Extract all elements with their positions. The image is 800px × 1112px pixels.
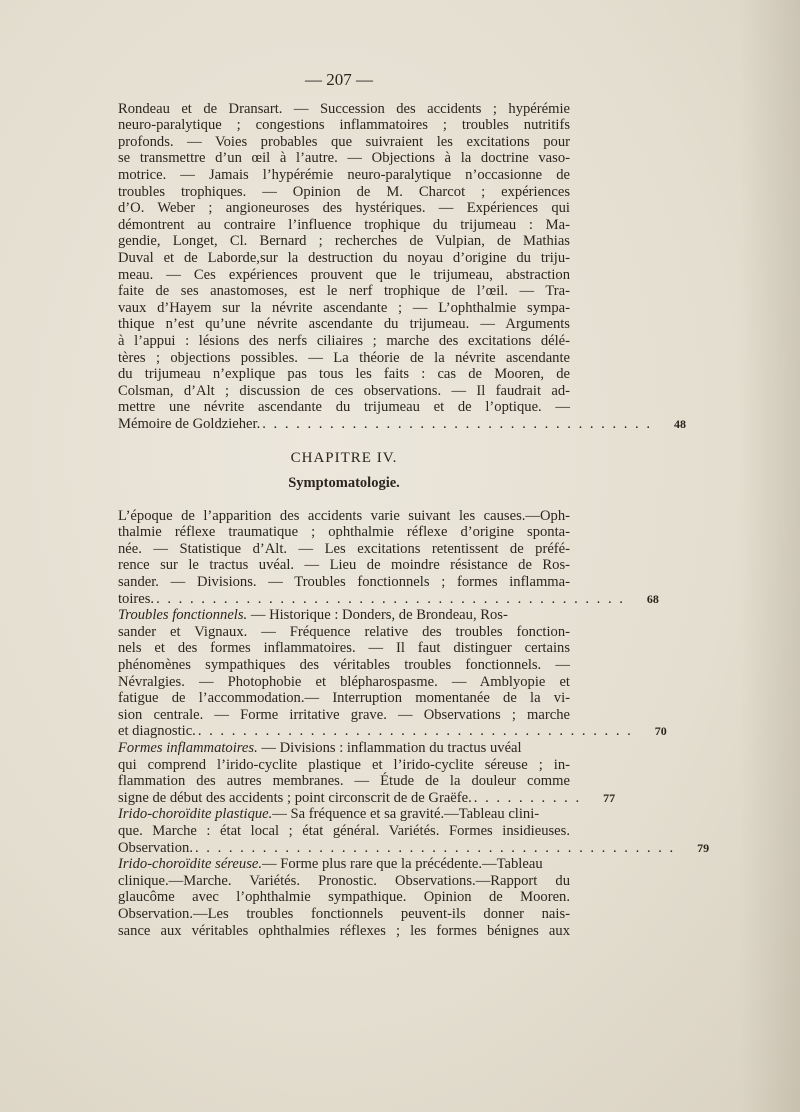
entry-text: — Historique : Donders, de Brondeau, Ros-	[247, 607, 508, 624]
entry-heading: Irido-choroïdite plastique.	[118, 806, 273, 823]
leader-dots: . . . . . . . . . . . . . . . . . . . . . . . . . . . . . . . . . . . . . . . . . . .	[194, 839, 676, 856]
text-line: motrice. — Jamais l’hypérémie neuro-paralytique n’occasionne de	[118, 166, 570, 183]
text-line: Colsman, d’Alt ; discussion de ces observations. — Il faudrait ad-	[118, 382, 570, 399]
entry-first-line	[118, 607, 570, 624]
entry-block-6	[118, 873, 570, 939]
text-line: mettre une névrite ascendante du trijumeau et de l’optique. —	[118, 399, 570, 416]
entry-text: — Divisions : inflammation du tractus uvéal	[257, 739, 522, 756]
text-line: rence sur le tractus uvéal. — Lieu de moindre résistance de Ros-	[118, 557, 570, 574]
text-line: clinique.—Marche. Variétés. Pronostic. Observations.—Rapport du	[118, 872, 570, 889]
text-line: glaucôme avec l’ophthalmie sympathique. Opinion de Mooren.	[118, 889, 570, 906]
leader-line	[118, 590, 659, 608]
text-line: fatigue de l’accommodation.— Interruption momentanée de la vi-	[118, 690, 570, 707]
text-line: sander et Vignaux. — Fréquence relative des troubles fonction-	[118, 623, 570, 640]
entry-text: — Sa fréquence et sa gravité.—Tableau clini-	[272, 806, 540, 823]
page-edge-shadow	[740, 0, 800, 1112]
leader-text: toires.	[118, 590, 155, 607]
text-line: Névralgies. — Photophobie et blépharospasme. — Amblyopie et	[118, 673, 570, 690]
text-line: que. Marche : état local ; état général. Variétés. Formes insidieuses.	[118, 822, 570, 839]
text-line: nels et des formes inflammatoires. — Il faut distinguer certains	[118, 640, 570, 657]
text-line: d’O. Weber ; angioneuroses des hystériques. — Expériences qui	[118, 200, 570, 217]
text-line: profonds. — Voies probables que suivraient les excitations pour	[118, 133, 570, 150]
leader-text: Mémoire de Goldzieher.	[118, 415, 261, 432]
entry-first-line	[118, 806, 570, 823]
entry-heading: Irido-choroïdite séreuse.	[118, 856, 263, 873]
leader-text: et diagnostic.	[118, 723, 196, 740]
text-line: Observation.—Les troubles fonctionnels peuvent-ils donner nais-	[118, 905, 570, 922]
text-line: du trijumeau n’explique pas tous les faits : cas de Mooren, de	[118, 366, 570, 383]
leader-line	[118, 723, 667, 740]
page-ref: 79	[697, 840, 710, 855]
text-line: à l’appui : lésions des nerfs ciliaires ; marche des excitations délé-	[118, 332, 570, 349]
leader-text: signe de début des accidents ; point circonscrit de de Graëfe.	[118, 789, 472, 806]
entry-first-line	[118, 856, 570, 873]
text-line: phénomènes sympathiques des véritables troubles fonctionnels. —	[118, 657, 570, 673]
page-ref: 48	[674, 416, 686, 431]
text-line: qui comprend l’irido-cyclite plastique et l’irido-cyclite séreuse ; in-	[118, 756, 570, 773]
text-line: vaux d’Hayem sur la névrite ascendante ; — L’ophthalmie sympa-	[118, 299, 570, 316]
text-line: L’époque de l’apparition des accidents varie suivant les causes.—Oph-	[118, 507, 570, 524]
text-line: thalmie réflexe traumatique ; ophthalmie réflexe d’origine sponta-	[118, 524, 570, 541]
text-line: troubles trophiques. — Opinion de M. Charcot ; expériences	[118, 183, 570, 200]
leader-dots: . . . . . . . . . .	[473, 789, 582, 806]
section-title: Symptomatologie.	[288, 475, 400, 492]
text-line: démontrent au contraire l’influence trophique du trijumeau : Ma-	[118, 216, 570, 233]
page-ref: 70	[654, 724, 667, 739]
entry-block-5	[118, 823, 570, 840]
leader-dots: . . . . . . . . . . . . . . . . . . . . . . . . . . . . . . . . . . .	[262, 415, 652, 432]
text-line: flammation des autres membranes. — Étude de la douleur comme	[118, 773, 570, 790]
entry-block-2	[118, 508, 570, 591]
leader-line	[118, 415, 686, 433]
text-line: meau. — Ces expériences prouvent que le trijumeau, abstraction	[118, 266, 570, 283]
leader-text: Observation.	[118, 839, 193, 856]
text-line: sance aux véritables ophthalmies réflexes ; les formes bénignes aux	[118, 922, 570, 939]
entry-first-line	[118, 740, 570, 757]
page-ref: 68	[646, 591, 659, 606]
leader-dots: . . . . . . . . . . . . . . . . . . . . . . . . . . . . . . . . . . . . . . . . . .	[156, 590, 625, 607]
leader-dots: . . . . . . . . . . . . . . . . . . . . . . . . . . . . . . . . . . . . . . .	[197, 723, 633, 740]
entry-block-4	[118, 757, 570, 790]
text-line: née. — Statistique d’Alt. — Les excitations retentissent de préfé-	[118, 540, 570, 557]
chapter-title: CHAPITRE IV.	[290, 450, 398, 467]
text-line: neuro-paralytique ; congestions inflammatoires ; troubles nutritifs	[118, 117, 570, 134]
text-line: gendie, Longet, Cl. Bernard ; recherches de Vulpian, de Mathias	[118, 233, 570, 250]
text-line: Rondeau et de Dransart. — Succession des accidents ; hypérémie	[118, 100, 570, 117]
leader-line	[118, 839, 710, 857]
entry-heading: Formes inflammatoires.	[118, 739, 258, 756]
text-line: sander. — Divisions. — Troubles fonctionnels ; formes inflamma-	[118, 574, 570, 591]
text-line: faite de ses anastomoses, est le nerf trophique de l’œil. — Tra-	[118, 283, 570, 300]
leader-line	[118, 789, 616, 807]
table-of-contents	[118, 70, 710, 939]
text-line: sion centrale. — Forme irritative grave. — Observations ; marche	[118, 706, 570, 723]
entry-block-1	[118, 101, 570, 416]
entry-heading: Troubles fonctionnels.	[118, 607, 248, 624]
page-number: — 207 —	[305, 70, 373, 89]
text-line: Duval et de Laborde,sur la destruction du noyau d’origine du triju-	[118, 249, 570, 266]
text-line: se transmettre d’un œil à l’autre. — Objections à la doctrine vaso-	[118, 150, 570, 167]
entry-block-3	[118, 624, 570, 724]
page-ref: 77	[603, 790, 616, 805]
entry-text: — Forme plus rare que la précédente.—Tableau	[262, 856, 543, 873]
text-line: tères ; objections possibles. — La théorie de la névrite ascendante	[118, 349, 570, 366]
text-line: thique n’est qu’une névrite ascendante du trijumeau. — Arguments	[118, 316, 570, 333]
